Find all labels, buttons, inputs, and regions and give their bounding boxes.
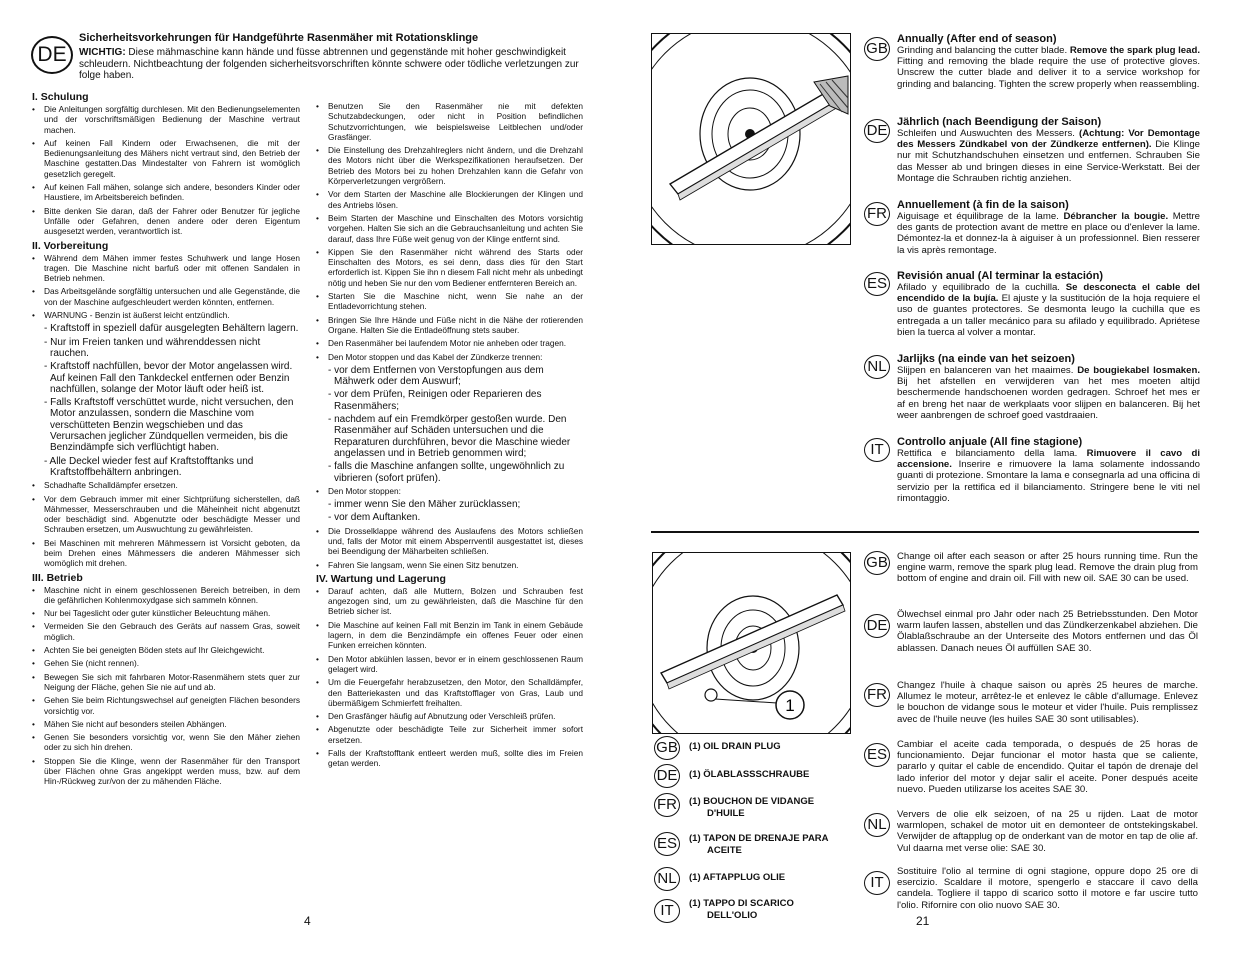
section-title: Jarlijks (na einde van het seizoen) xyxy=(897,353,1075,365)
lang-badge-es: ES xyxy=(654,832,680,856)
legend-line: (1) ÖLABLASSSCHRAUBE xyxy=(689,769,810,780)
text-bold: (Achtung: Vor Demontage des Messers Zündkabel von der Zündkerze entfernen). xyxy=(897,128,1200,151)
list-item: • Beim Starten der Maschine und Einschalten des Motors vorsichtig vorgehen. Halten Sie sich an die Gebrauchsanleitung und achten Sie darauf, dass Ihre Füße weit genug von der Klinge entfernt sind. xyxy=(316,213,583,244)
lang-badge-it: IT xyxy=(864,871,890,895)
list-item: • Den Motor stoppen: xyxy=(316,486,583,496)
list-item: • Vor dem Starten der Maschine alle Blockierungen der Klingen und des Antriebs lösen. xyxy=(316,189,583,210)
lang-badge-it: IT xyxy=(654,899,680,923)
list-item: • Um die Feuergefahr herabzusetzen, den Motor, den Schalldämpfer, den Batteriekasten und das Kraftstofflager von Gras, Laub und übermäßigem Schmierfett freihalten. xyxy=(316,677,583,708)
warning-label: WICHTIG: xyxy=(79,47,126,58)
list-item: • Schadhafte Schalldämpfer ersetzen. xyxy=(32,480,300,490)
legend-item-nl xyxy=(689,872,785,884)
legend-item-es xyxy=(689,833,829,856)
sub-item: - nachdem auf ein Fremdkörper gestoßen wurde. Den Rasenmäher auf Schäden untersuchen und die Reparaturen durchführen, bevor die Maschine wieder angelassen und in Betrieb genommen wird; xyxy=(328,414,571,459)
text-part: Die Klinge nur mit Schutzhandschuhen einsetzen und entfernen. Schrauben Sie das Messer ab und bringen dieses in eine Service-Werkstatt. Bei der Montage die Schrauben richtig anziehen. xyxy=(897,139,1200,184)
annual-section-nl xyxy=(897,353,1200,421)
section-text xyxy=(897,365,1200,421)
text-part: Mettre des gants de protection avant de mettre en place ou d'enlever la lame. Démontez-la et donnez-la à aiguiser à un professionnel. Bien resserer la vis après remontage. xyxy=(897,211,1200,256)
annual-section-it xyxy=(897,436,1200,504)
list-item: • Den Motor abkühlen lassen, bevor er in einem geschlossenen Raum gelagert wird. xyxy=(316,654,583,675)
section-text xyxy=(897,211,1200,256)
left-column-1 xyxy=(32,88,300,790)
legend-line: (1) TAPON DE DRENAJE PARA xyxy=(689,833,829,844)
section-divider xyxy=(651,531,1199,533)
list-item: • Vermeiden Sie den Gebrauch des Geräts auf nassem Gras, soweit möglich. xyxy=(32,621,300,642)
list-item: • Benutzen Sie den Rasenmäher nie mit defekten Schutzabdeckungen, oder nicht in Position befindlichen Schutzvorrichtungen, wie beispielsweise Leitblechen und/oder Grasfänger. xyxy=(316,101,583,142)
text-part: Grinding and balancing the cutter blade. xyxy=(897,45,1070,56)
list-item: • Bei Maschinen mit mehreren Mähmessern ist Vorsicht geboten, da beim Drehen eines Mähmessers die anderen Mähmesser sich womöglich mit drehen. xyxy=(32,538,300,569)
legend-item-gb xyxy=(689,741,781,753)
list-item: • Gehen Sie beim Richtungswechsel auf geneigten Flächen besonders vorsichtig vor. xyxy=(32,695,300,716)
sub-item: - vor dem Prüfen, Reinigen oder Reparieren des Rasenmähers; xyxy=(328,389,542,412)
section-heading-wartung: IV. Wartung und Lagerung xyxy=(316,572,446,585)
page-number-right: 21 xyxy=(916,914,930,928)
list-item: • Darauf achten, daß alle Muttern, Bolzen und Schrauben fest angezogen sind, um zu gewährleisten, daß die Maschine für den Betrieb sicher ist. xyxy=(316,586,583,617)
sub-item: - Falls Kraftstoff verschüttet wurde, nicht versuchen, den Motor anzulassen, sondern die Maschine vom verschütteten Benzin wegschieben und das Verursachen jeglicher Zündquellen vermeiden, bis die Benzindämpfe sich verflüchtigt haben. xyxy=(44,397,294,454)
oil-drain-drawing xyxy=(653,553,850,733)
sub-item: - Kraftstoff in speziell dafür ausgelegten Behältern lagern. xyxy=(44,323,299,335)
list-item: • Genen Sie besonders vorsichtig vor, wenn Sie den Mäher ziehen oder zu sich hin drehen. xyxy=(32,732,300,753)
lang-badge-de: DE xyxy=(864,614,890,638)
section-text xyxy=(897,448,1200,504)
section-title: Controllo anjuale (All fine stagione) xyxy=(897,436,1083,448)
warning-text: Diese mähmaschine kann hände und füsse abtrennen und gegenstände mit hoher geschwindigkeit schleudern. Nichtbeachtung der folgenden sicherheitsvorschriften könnte schwere oder tödliche verletzungen zur folge haben. xyxy=(79,47,579,81)
list-item: • Fahren Sie langsam, wenn Sie einen Sitz benutzen. xyxy=(316,560,583,570)
oil-drain-illustration xyxy=(652,552,851,734)
text-bold: De bougiekabel losmaken. xyxy=(1077,365,1201,376)
section-title: Annually (After end of season) xyxy=(897,33,1057,45)
text-part: Inserire e rimuovere la lama solamente indossando guanti di protezione. Smontare la lama e consegnarla ad una officina di servizio per la rettifica ed il bilanciamento. Stringere bene le viti nel rimontaggio. xyxy=(897,459,1200,504)
list-item: • Bringen Sie Ihre Hände und Füße nicht in die Nähe der rotierenden Organe. Halten Sie die Entladeöffnung stets sauber. xyxy=(316,315,583,336)
text-part: Rettifica e bilanciamento della lama. xyxy=(897,448,1087,459)
text-part: Afilado y equilibrado de la cuchilla. xyxy=(897,282,1066,293)
list-item: • Den Rasenmäher bei laufendem Motor nie anheben oder tragen. xyxy=(316,338,583,348)
lang-badge-gb: GB xyxy=(864,37,890,61)
list-item: • Während dem Mähen immer festes Schuhwerk und lange Hosen tragen. Die Maschine nicht barfuß oder mit offenen Sandalen in Betrieb nehmen. xyxy=(32,253,300,284)
warning-paragraph xyxy=(79,47,584,82)
lang-badge-de: DE xyxy=(864,119,890,143)
section-heading-schulung: I. Schulung xyxy=(32,91,89,103)
oil-change-text-it: Sostituire l'olio al termine di ogni stagione, oppure dopo 25 ore di esercizio. Scaldare il motore, spengerlo e staccare il cavo della candela. Togliere il tappo di scarico sotto il motore e far uscire tutto l'olio. Rifornire con olio nuovo SAE 30. xyxy=(897,866,1198,911)
lang-badge-nl: NL xyxy=(864,813,890,837)
annual-section-es xyxy=(897,270,1200,338)
oil-change-text-es: Cambiar el aceite cada temporada, o después de 25 horas de funcionamiento. Dejar funcionar el motor hasta que se caliente, pararlo y quitar el cable de encendido. Quitar el tapón de drenaje del lado inferior del motor y dejar salir el aceite. Poner después aceite nuevo. Pueden utilizarse los aceites SAE 30. xyxy=(897,739,1198,795)
text-bold: Débrancher la bougie. xyxy=(1063,211,1169,222)
list-item: • Den Motor stoppen und das Kabel der Zündkerze trennen: xyxy=(316,352,583,362)
list-item: • Den Grasfänger häufig auf Abnutzung oder Verschleiß prüfen. xyxy=(316,711,583,721)
list-item: • WARNUNG - Benzin ist äußerst leicht entzündlich. xyxy=(32,310,300,320)
section-text xyxy=(897,45,1200,90)
list-item: • Mähen Sie nicht auf besonders steilen Abhängen. xyxy=(32,719,300,729)
lang-badge-it: IT xyxy=(864,438,890,462)
text-part: Bij het afstellen en verwijderen van het mes moeten altijd beschermende handschoenen worden gedragen. Schroef het mes er af en breng het naar de werkplaats voor slijpen en balanceren. Bij het weer aanbrengen de schroef goed vastdraaien. xyxy=(897,376,1200,421)
sub-item: - falls die Maschine anfangen sollte, ungewöhnlich zu vibrieren (sofort prüfen). xyxy=(328,461,565,484)
list-item: • Die Maschine auf keinen Fall mit Benzin im Tank in einem Gebäude lagern, in dem die Benzindämpfe ein offenes Feuer oder einen Funken erreichen könnten. xyxy=(316,620,583,651)
list-item: • Kippen Sie den Rasenmäher nicht während des Starts oder Einschalten des Motors, es sei denn, dass dies für den Start erforderlich ist. Kippen Sie ihn n diesem Fall nicht mehr als unbedingt nötig und heben Sie nur den vom Bediener entfernteren Bereich an. xyxy=(316,247,583,288)
list-item: • Auf keinen Fall Kindern oder Erwachsenen, die mit der Bedienungsanleitung des Mähers nicht vertraut sind, den Betrieb der Maschine gestatten.Das Mindestalter von Fahrern ist womöglich gesetzlich geregelt. xyxy=(32,138,300,179)
list-item: • Achten Sie bei geneigten Böden stets auf Ihr Gleichgewicht. xyxy=(32,645,300,655)
list-item: • Auf keinen Fall mähen, solange sich andere, besonders Kinder oder Haustiere, im Arbeitsbereich befinden. xyxy=(32,182,300,203)
lang-badge-es: ES xyxy=(864,743,890,767)
legend-line: (1) AFTAPPLUG OLIE xyxy=(689,872,786,883)
lang-badge-gb: GB xyxy=(654,736,680,760)
list-item: • Bitte denken Sie daran, daß der Fahrer oder Benutzer für jegliche Unfälle oder Gefahren, denen andere oder deren Eigentum ausgesetzt werden, verantwortlich ist. xyxy=(32,206,300,237)
list-item: • Gehen Sie (nicht rennen). xyxy=(32,658,300,668)
legend-item-de xyxy=(689,769,809,781)
oil-change-text-fr: Changez l'huile à chaque saison ou après 25 heures de marche. Allumez le moteur, arrêtez-le et enlevez le câble d'allumage. Enlevez le bouchon de vidange sous le moteur et vider l'huile. Puis remplissez avec de l'huile neuve (les huiles SAE 30 sont utilisables). xyxy=(897,680,1198,725)
list-item: • Vor dem Gebrauch immer mit einer Sichtprüfung sicherstellen, daß Mähmesser, Messerschrauben und die Mäheinheit nicht abgenutzt oder beschädigt sind. Abgenutzte oder beschädigte Messer und Schrauben ersetzen, um Auswuchtung zu gewährleisten. xyxy=(32,494,300,535)
text-bold: Rimuovere il cavo di accensione. xyxy=(897,448,1201,471)
sub-item: - Kraftstoff nachfüllen, bevor der Motor angelassen wird. Auf keinen Fall den Tankdeckel entfernen oder Benzin nachfüllen, solange der Motor läuft oder heiß ist. xyxy=(44,361,293,395)
legend-line: DELL'OLIO xyxy=(707,909,758,921)
sub-item: - immer wenn Sie den Mäher zurücklassen; xyxy=(328,499,521,511)
annual-section-fr xyxy=(897,199,1200,256)
callout-number: 1 xyxy=(785,696,795,715)
legend-line: (1) TAPPO DI SCARICO xyxy=(689,898,794,909)
list-item: • Das Arbeitsgelände sorgfältig untersuchen und alle Gegenstände, die von der Maschine aufgeschleudert werden könnten, entfernen. xyxy=(32,286,300,307)
blade-illustration xyxy=(651,33,851,245)
text-part: El ajuste y la sustitución de la hoja requiere el uso de guantes protectores. Se desmonta leugo la cuchilla que es entregada a un taller mecánico para su afilado y equilibrado. Apriétese bien la tuerca al volver a montar. xyxy=(897,293,1200,338)
lang-badge-fr: FR xyxy=(864,202,890,226)
list-item: • Die Drosselklappe während des Auslaufens des Motors schließen und, falls der Motor mit einem Absperrventil ausgestattet ist, dieses bei Beendigung der Mäharbeiten schließen. xyxy=(316,526,583,557)
text-part: Slijpen en balanceren van het maaimes. xyxy=(897,365,1078,376)
left-column-2 xyxy=(316,101,583,772)
text-part: Schleifen und Auswuchten des Messers. xyxy=(897,128,1080,139)
list-item: • Abgenutzte oder beschädigte Teile zur Sicherheit immer sofort ersetzen. xyxy=(316,724,583,745)
section-title: Revisión anual (Al terminar la estación) xyxy=(897,270,1104,282)
section-text xyxy=(897,282,1200,338)
legend-item-fr xyxy=(689,796,814,819)
page-title: Sicherheitsvorkehrungen für Handgeführte Rasenmäher mit Rotationsklinge xyxy=(79,32,479,44)
list-item: • Stoppen Sie die Klinge, wenn der Rasenmäher für den Transport über Flächen ohne Gras angekippt werden muss, bzw. auf dem Hin-/Rückweg zur/von der zu mähenden Fläche. xyxy=(32,756,300,787)
list-item: • Die Anleitungen sorgfältig durchlesen. Mit den Bedienungselementen und der vorschriftsmäßigen Bedienung der Maschine vertraut machen. xyxy=(32,104,300,135)
annual-section-de xyxy=(897,116,1200,184)
legend-line: (1) OIL DRAIN PLUG xyxy=(689,741,781,752)
lang-badge-nl: NL xyxy=(864,355,890,379)
lang-badge-nl: NL xyxy=(654,867,680,891)
annual-section-gb xyxy=(897,33,1200,90)
blade-drawing xyxy=(652,34,850,244)
section-text xyxy=(897,128,1200,184)
legend-line: D'HUILE xyxy=(707,807,745,819)
lang-badge-de: DE xyxy=(31,36,73,74)
oil-change-text-gb: Change oil after each season or after 25 hours running time. Run the engine warm, remove the spark plug lead. Remove the drain plug from bottom of engine and drain oil. Fill with new oil. SAE 30 can be used. xyxy=(897,551,1198,585)
lang-badge-gb: GB xyxy=(864,551,890,575)
section-heading-betrieb: III. Betrieb xyxy=(32,571,83,584)
text-part: Aiguisage et équilibrage de la lame. xyxy=(897,211,1064,222)
lang-badge-es: ES xyxy=(864,272,890,296)
list-item: • Die Einstellung des Drehzahlreglers nicht ändern, und die Drehzahl des Motors nicht über die Werkspezifikationen heraufsetzen. Der Betrieb des Motors bei zu hohen Drehzahlen kann die Gefahr von Körperverletzungen vergrößern. xyxy=(316,145,583,186)
legend-line: ACEITE xyxy=(707,844,742,856)
lang-badge-fr: FR xyxy=(654,793,680,817)
sub-item: - vor dem Auftanken. xyxy=(328,512,421,524)
text-part: Fitting and removing the blade require the use of protective gloves. Unscrew the cutter blade and deliver it to a service workshop for grinding and balancing. Tighten the screw properly when reassembling. xyxy=(897,56,1200,90)
lang-badge-de: DE xyxy=(654,764,680,788)
section-title: Annuellement (à fin de la saison) xyxy=(897,199,1069,211)
list-item: • Bewegen Sie sich mit fahrbaren Motor-Rasenmähern stets quer zur Neigung der Fläche, gehen Sie nie auf und ab. xyxy=(32,672,300,693)
text-bold: Se desconecta el cable del encendido de la bujía. xyxy=(897,282,1200,305)
list-item: • Maschine nicht in einem geschlossenen Bereich betreiben, in dem die gefährlichen Kohlenmoxydgase sich sammeln können. xyxy=(32,585,300,606)
page-number-left: 4 xyxy=(304,914,311,928)
legend-line: (1) BOUCHON DE VIDANGE xyxy=(689,796,815,807)
section-heading-vorbereitung: II. Vorbereitung xyxy=(32,239,109,252)
lang-badge-fr: FR xyxy=(864,683,890,707)
section-title: Jährlich (nach Beendigung der Saison) xyxy=(897,116,1102,128)
list-item: • Falls der Kraftstofftank entleert werden muß, sollte dies im Freien getan werden. xyxy=(316,748,583,769)
list-item: • Starten Sie die Maschine nicht, wenn Sie nahe an der Entladevorrichtung stehen. xyxy=(316,291,583,312)
sub-item: - Nur im Freien tanken und währenddessen nicht rauchen. xyxy=(44,336,261,359)
sub-item: - vor dem Entfernen von Verstopfungen aus dem Mähwerk oder dem Auswurf; xyxy=(328,364,544,388)
oil-change-text-nl: Ververs de olie elk seizoen, of na 25 u rijden. Laat de motor warmlopen, schakel de motor uit en demonteer de ontstekingskabel. Verwijder de aftapplug op de onderkant van de motor en tap de olie af. Vul daarna met verse olie: SAE 30. xyxy=(897,809,1198,854)
legend-item-it xyxy=(689,898,794,921)
sub-item: - Alle Deckel wieder fest auf Kraftstofftanks und Kraftstoffbehältern anbringen. xyxy=(44,455,254,478)
oil-change-text-de: Ölwechsel einmal pro Jahr oder nach 25 Betriebsstunden. Den Motor warm laufen lassen, abstellen und das Zündkerzenkabel abziehen. Die Ölablaßschraube an der Unterseite des Motors entfernen und das Öl ablassen. Danach neues Öl auffüllen SAE 30. xyxy=(897,609,1198,654)
text-bold: Remove the spark plug lead. xyxy=(1069,45,1200,56)
list-item: • Nur bei Tageslicht oder guter künstlicher Beleuchtung mähen. xyxy=(32,608,300,618)
